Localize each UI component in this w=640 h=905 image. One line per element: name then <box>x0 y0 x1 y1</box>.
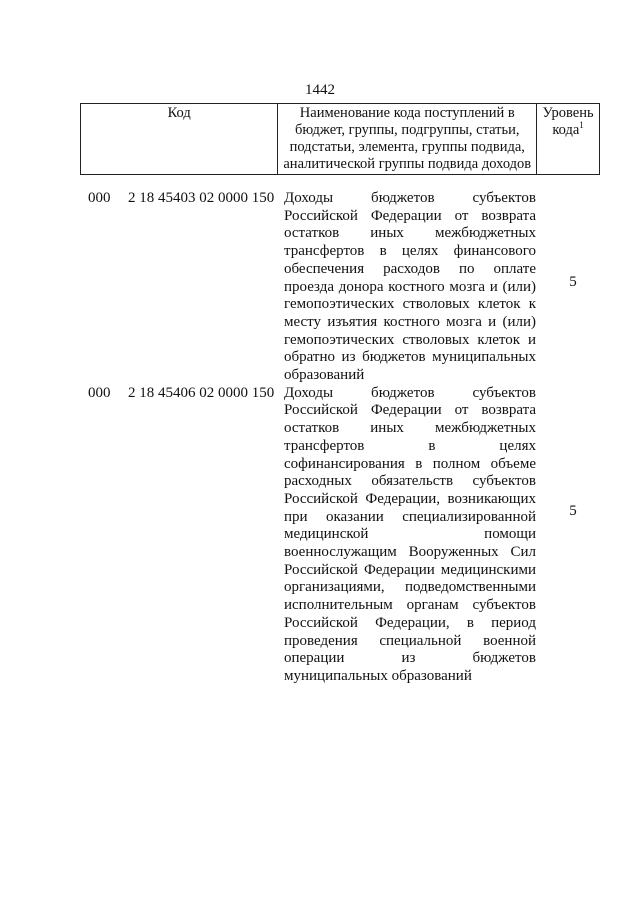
table-row <box>0 190 640 385</box>
header-level-text: Уровень кода <box>542 105 594 138</box>
row-admin-code: 000 <box>88 384 111 401</box>
row-level: 5 <box>569 274 577 290</box>
row-income-code: 2 18 45406 02 0000 150 <box>128 384 275 401</box>
row-admin-code: 000 <box>88 190 111 206</box>
row-income-code: 2 18 45403 02 0000 150 <box>128 190 275 206</box>
row-level: 5 <box>569 502 577 519</box>
header-level-footnote: 1 <box>579 120 584 131</box>
table-header-row <box>81 104 600 175</box>
header-name: Наименование кода поступлений в бюджет, группы, подгруппы, статьи, подстатьи, элемента, группы подвида, аналитической группы подвида доходов <box>278 104 537 175</box>
header-level-cell <box>537 104 600 175</box>
row-income-name: Доходы бюджетов субъектов Российской Федерации от возврата остатков иных межбюджетных трансфертов в целях софинансирования в полном объеме расходных обязательств субъектов Российской Федерации, возникающих при оказании специализированной медицинской помощи военнослужащим Вооруженных Сил Российской Федерации медицинскими организациями, подведомственными исполнительным органам субъектов Российской Федерации, в период проведения специальной военной операции из бюджетов муниципальных образований <box>284 384 536 684</box>
page-number: 1442 <box>305 82 335 98</box>
table-body <box>0 190 640 686</box>
table-row <box>0 385 640 686</box>
header-code: Код <box>81 104 278 175</box>
table-header <box>80 103 600 175</box>
header-level <box>541 105 595 139</box>
row-income-name: Доходы бюджетов субъектов Российской Федерации от возврата остатков иных межбюджетных трансфертов в целях финансового обеспечения расходов по оплате проезда донора костного мозга и (или) гемопоэтических стволовых клеток к месту изъятия костного мозга и (или) гемопоэтических стволовых клеток и обратно из бюджетов муниципальных образований <box>284 190 536 384</box>
